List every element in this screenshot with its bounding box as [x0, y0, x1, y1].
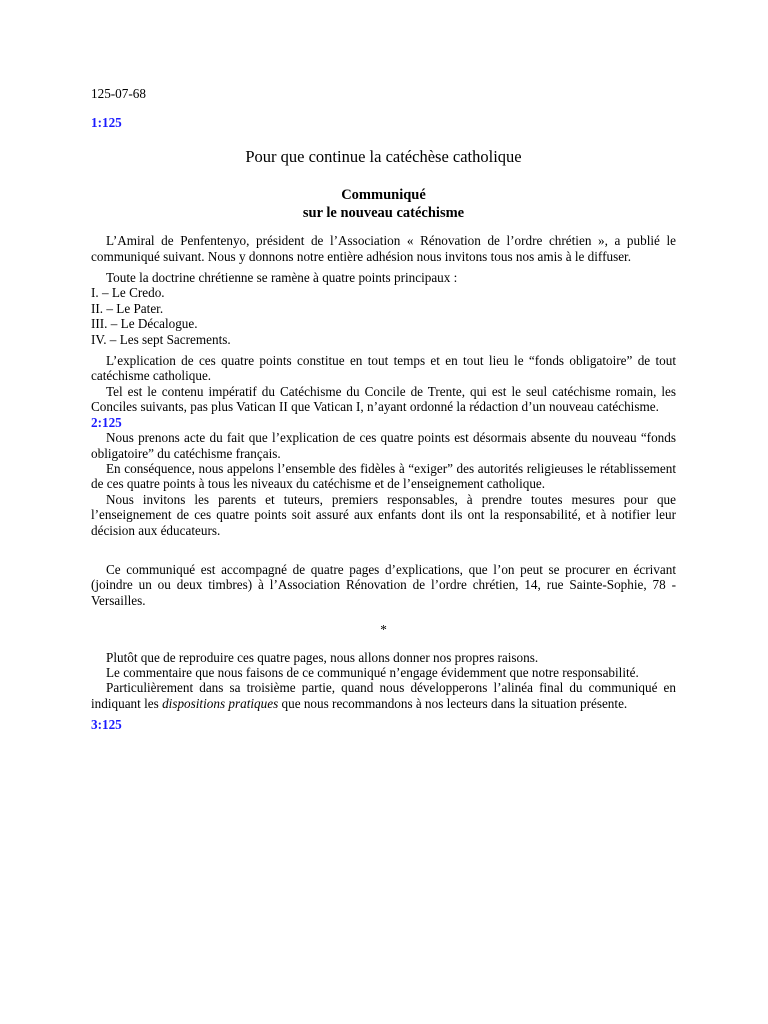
point-1: I. – Le Credo. — [91, 285, 165, 301]
page-anchor-2[interactable]: 2:125 — [91, 414, 122, 430]
document-page — [91, 86, 676, 733]
paragraph-accompagne: Ce communiqué est accompagné de quatre pages d’explications, que l’on peut se procurer en écrivant (joindre un ou deux timbres) à l’Association Rénovation de l’ordre chrétien, 14, rue Sainte-Sophie, 78 - Versailles. — [91, 561, 676, 608]
paragraph-troisieme-partie — [91, 680, 676, 711]
point-3: III. – Le Décalogue. — [91, 316, 198, 332]
paragraph-parents: Nous invitons les parents et tuteurs, premiers responsables, à prendre toutes mesures pour que l’enseignement de ces quatre points soit assuré aux enfants dont ils ont la responsabilité, et à notifier leur décision aux éducateurs. — [91, 491, 676, 538]
paragraph-fonds: L’explication de ces quatre points constitue en tout temps et en tout lieu le “fonds obligatoire” de tout catéchisme catholique. — [91, 353, 676, 384]
para11-after: que nous recommandons à nos lecteurs dans la situation présente. — [278, 695, 628, 711]
paragraph-commentaire: Le commentaire que nous faisons de ce communiqué n’engage évidemment que notre responsabilité. — [106, 664, 639, 680]
paragraph-trente: Tel est le contenu impératif du Catéchisme du Concile de Trente, qui est le seul catéchisme romain, les Conciles suivants, pas plus Vatican II que Vatican I, n’ayant ordonné la rédaction d’un nouveau catéchisme. — [91, 383, 676, 415]
subtitle-line-2: sur le nouveau catéchisme — [302, 205, 465, 222]
para11-before: Particulièrement dans sa troisième partie, quand nous développerons l’alinéa final du communiqué en indiquant les — [91, 680, 676, 711]
section-separator: * — [380, 622, 387, 638]
article-subtitle — [91, 186, 676, 222]
article-title: Pour que continue la catéchèse catholique — [245, 146, 522, 166]
point-2: II. – Le Pater. — [91, 300, 164, 316]
paragraph-intro: L’Amiral de Penfentenyo, président de l’Association « Rénovation de l’ordre chrétien », a publié le communiqué suivant. Nous y donnons notre entière adhésion nous invitons tous nos amis à le diffuser. — [91, 233, 676, 264]
paragraph-acte: Nous prenons acte du fait que l’explication de ces quatre points est désormais absente du nouveau “fonds obligatoire” du catéchisme français. — [91, 430, 676, 461]
subtitle-line-1: Communiqué — [341, 187, 426, 204]
paragraph-reproduire: Plutôt que de reproduire ces quatre pages, nous allons donner nos propres raisons. — [106, 649, 539, 665]
paragraph-doctrine: Toute la doctrine chrétienne se ramène à quatre points principaux : — [106, 270, 458, 286]
point-4: IV. – Les sept Sacrements. — [91, 331, 231, 347]
paragraph-consequence: En conséquence, nous appelons l’ensemble des fidèles à “exiger” des autorités religieuses le rétablissement de ces quatre points à tous les niveaux du catéchisme et de l’enseignement catholique. — [91, 460, 676, 492]
para11-emphasis: dispositions pratiques — [162, 695, 279, 711]
page-anchor-3[interactable]: 3:125 — [91, 717, 122, 733]
document-reference: 125-07-68 — [91, 86, 146, 101]
page-anchor-1[interactable]: 1:125 — [91, 115, 122, 131]
